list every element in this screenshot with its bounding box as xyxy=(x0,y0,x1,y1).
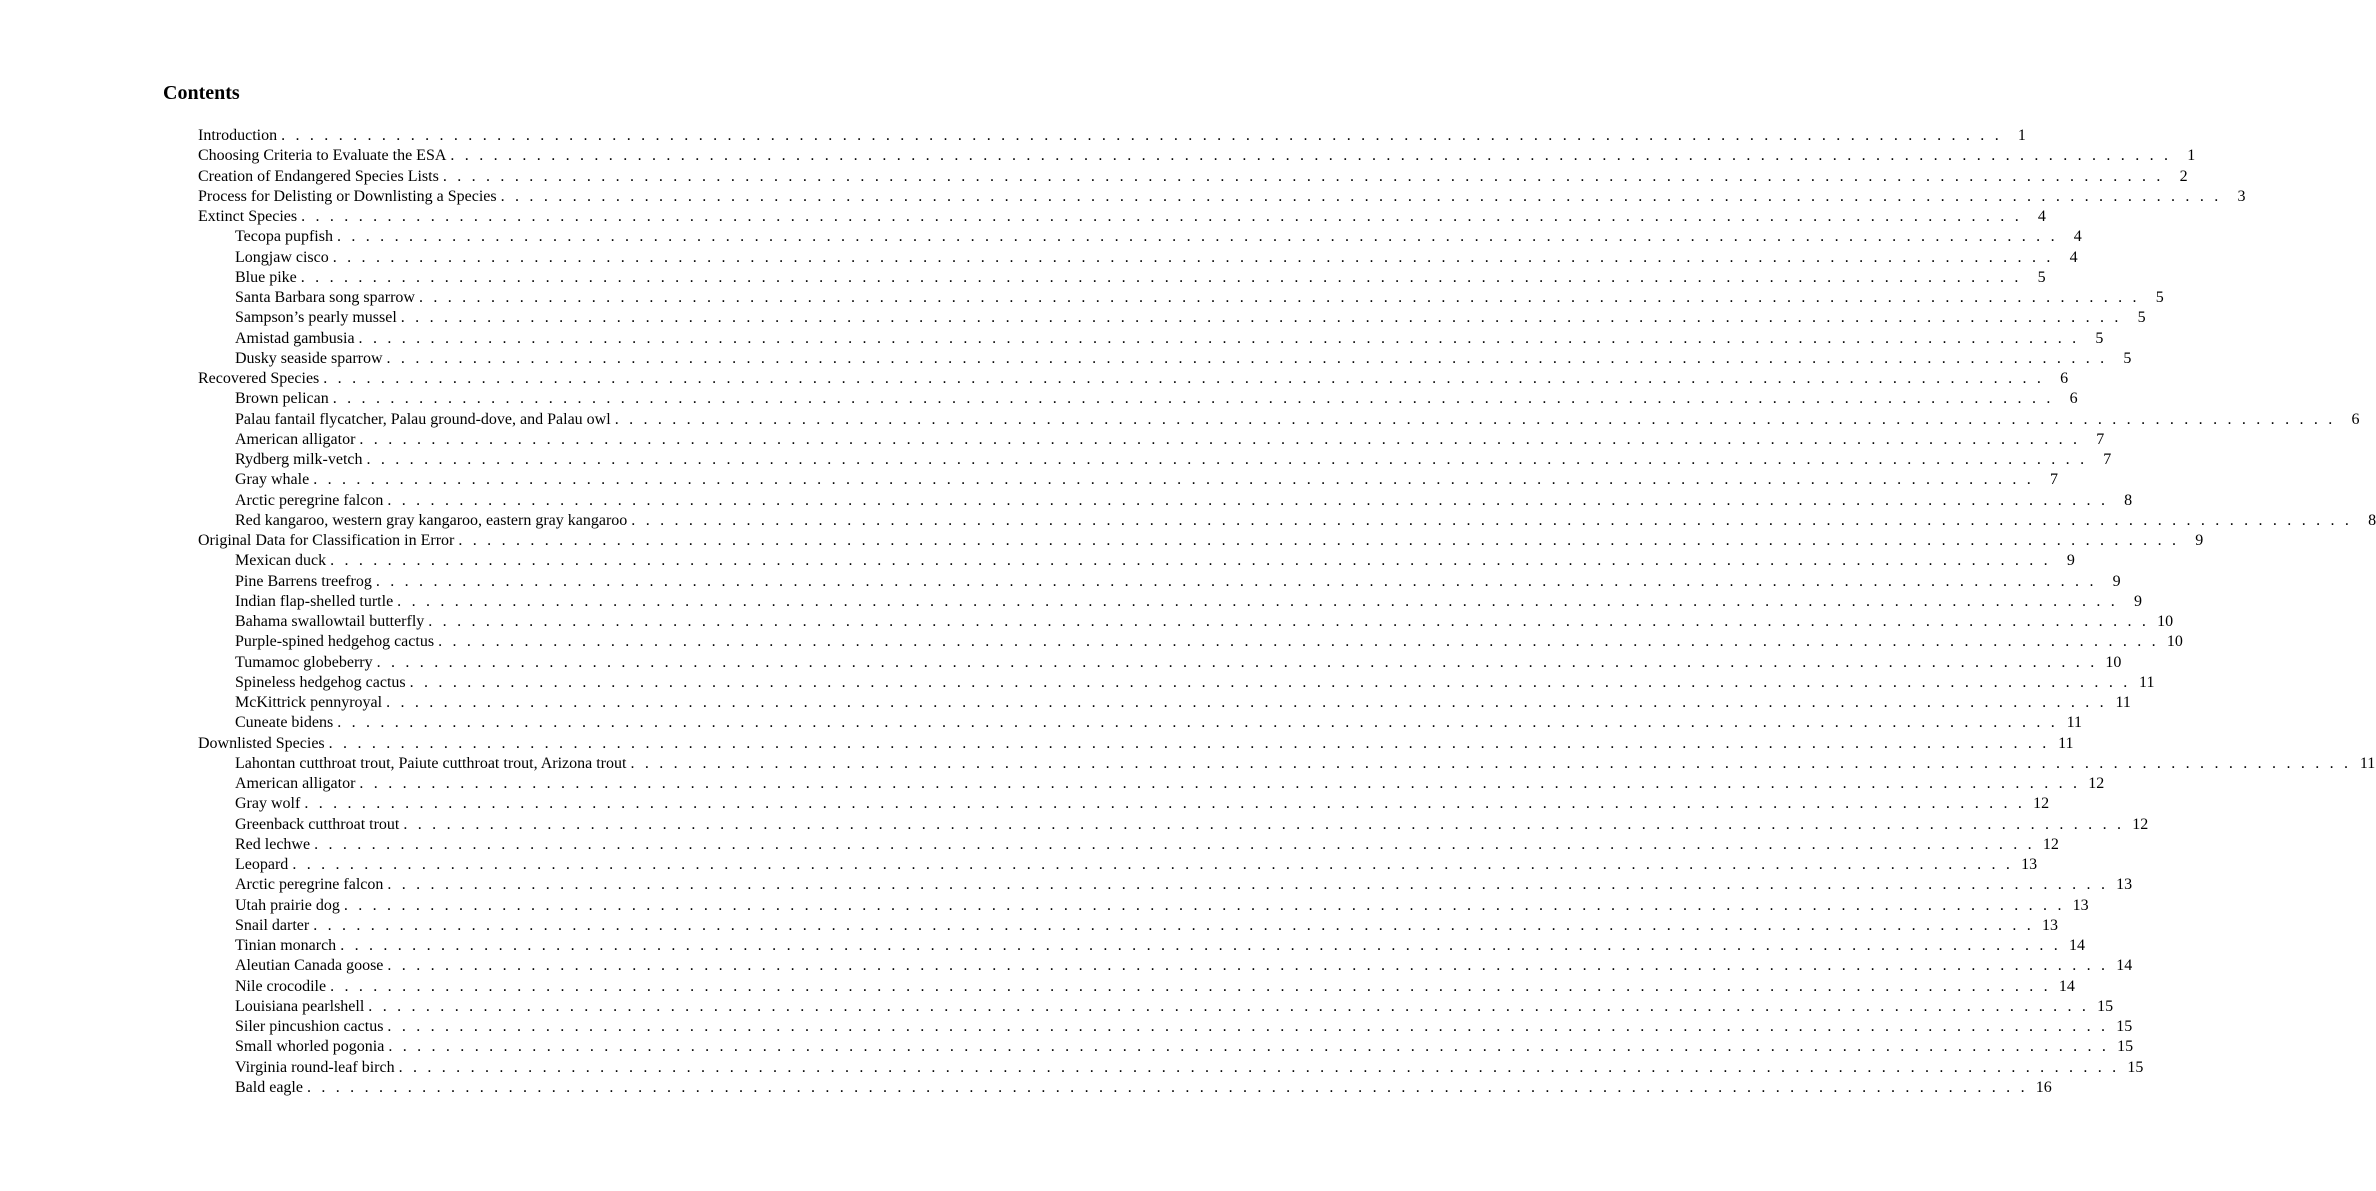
dot-leader: . . . . . . . . . . . . . . . . . . . . . . . . . . . . . . . . . . . . . . . . . . . . . . . . . . . . . . . . . . . . . . . . . . . . . . . . . . . . . . . . . . . . . . . . . . . . . . . . . . . . . . . . . . . . . . . . . . . . . . . . xyxy=(403,815,2125,833)
toc-entry-page-number: 12 xyxy=(2088,775,2105,792)
toc-entry-page-number: 15 xyxy=(2117,1038,2134,1056)
toc-entry-title: Downlisted Species xyxy=(198,734,325,752)
toc-entry-page-number: 13 xyxy=(2072,896,2089,914)
toc-subsection-entry[interactable] xyxy=(198,491,2133,511)
toc-entry-page-number: 11 xyxy=(2359,754,2376,772)
toc-entry-page-number: 14 xyxy=(2116,957,2133,975)
toc-entry-title: Mexican duck xyxy=(235,552,327,570)
toc-entry-title: Santa Barbara song sparrow xyxy=(235,289,415,306)
toc-entry-page-number: 6 xyxy=(2351,410,2360,428)
dot-leader: . . . . . . . . . . . . . . . . . . . . . . . . . . . . . . . . . . . . . . . . . . . . . . . . . . . . . . . . . . . . . . . . . . . . . . . . . . . . . . . . . . . . . . . . . . . . . . . . . . . . . . . . . . . . . . . . . . . . . . . . xyxy=(388,1038,2110,1056)
dot-leader: . . . . . . . . . . . . . . . . . . . . . . . . . . . . . . . . . . . . . . . . . . . . . . . . . . . . . . . . . . . . . . . . . . . . . . . . . . . . . . . . . . . . . . . . . . . . . . . . . . . . . . . . . . . . . . . . . . . . . . . . xyxy=(442,167,2164,185)
toc-entry-page-number: 9 xyxy=(2195,532,2204,549)
toc-entry-page-number: 15 xyxy=(2097,997,2114,1015)
dot-leader: . . . . . . . . . . . . . . . . . . . . . . . . . . . . . . . . . . . . . . . . . . . . . . . . . . . . . . . . . . . . . . . . . . . . . . . . . . . . . . . . . . . . . . . . . . . . . . . . . . . . . . . . . . . . . . . . . . . . . . . . xyxy=(368,997,2090,1015)
dot-leader: . . . . . . . . . . . . . . . . . . . . . . . . . . . . . . . . . . . . . . . . . . . . . . . . . . . . . . . . . . . . . . . . . . . . . . . . . . . . . . . . . . . . . . . . . . . . . . . . . . . . . . . . . . . . . . . . . . . . . . . . xyxy=(366,451,2088,468)
toc-entry-page-number: 16 xyxy=(2035,1078,2052,1096)
dot-leader: . . . . . . . . . . . . . . . . . . . . . . . . . . . . . . . . . . . . . . . . . . . . . . . . . . . . . . . . . . . . . . . . . . . . . . . . . . . . . . . . . . . . . . . . . . . . . . . . . . . . . . . . . . . . . . . . . . . . . . . . xyxy=(292,856,2014,873)
dot-leader: . . . . . . . . . . . . . . . . . . . . . . . . . . . . . . . . . . . . . . . . . . . . . . . . . . . . . . . . . . . . . . . . . . . . . . . . . . . . . . . . . . . . . . . . . . . . . . . . . . . . . . . . . . . . . . . . . . . . . . . . xyxy=(409,673,2131,691)
toc-entry-title: Red lechwe xyxy=(235,835,311,853)
dot-leader: . . . . . . . . . . . . . . . . . . . . . . . . . . . . . . . . . . . . . . . . . . . . . . . . . . . . . . . . . . . . . . . . . . . . . . . . . . . . . . . . . . . . . . . . . . . . . . . . . . . . . . . . . . . . . . . . . . . . . . . . xyxy=(458,532,2180,549)
dot-leader: . . . . . . . . . . . . . . . . . . . . . . . . . . . . . . . . . . . . . . . . . . . . . . . . . . . . . . . . . . . . . . . . . . . . . . . . . . . . . . . . . . . . . . . . . . . . . . . . . . . . . . . . . . . . . . . . . . . . . . . . xyxy=(336,228,2058,246)
toc-section-entry[interactable] xyxy=(198,531,2204,551)
dot-leader: . . . . . . . . . . . . . . . . . . . . . . . . . . . . . . . . . . . . . . . . . . . . . . . . . . . . . . . . . . . . . . . . . . . . . . . . . . . . . . . . . . . . . . . . . . . . . . . . . . . . . . . . . . . . . . . . . . . . . . . . xyxy=(387,876,2109,894)
dot-leader: . . . . . . . . . . . . . . . . . . . . . . . . . . . . . . . . . . . . . . . . . . . . . . . . . . . . . . . . . . . . . . . . . . . . . . . . . . . . . . . . . . . . . . . . . . . . . . . . . . . . . . . . . . . . . . . . . . . . . . . . xyxy=(375,572,2097,590)
dot-leader: . . . . . . . . . . . . . . . . . . . . . . . . . . . . . . . . . . . . . . . . . . . . . . . . . . . . . . . . . . . . . . . . . . . . . . . . . . . . . . . . . . . . . . . . . . . . . . . . . . . . . . . . . . . . . . . . . . . . . . . . xyxy=(306,1078,2028,1096)
dot-leader: . . . . . . . . . . . . . . . . . . . . . . . . . . . . . . . . . . . . . . . . . . . . . . . . . . . . . . . . . . . . . . . . . . . . . . . . . . . . . . . . . . . . . . . . . . . . . . . . . . . . . . . . . . . . . . . . . . . . . . . . xyxy=(359,775,2081,792)
toc-entry-page-number: 13 xyxy=(2116,876,2133,894)
page-title: Contents xyxy=(163,82,240,104)
toc-entry-page-number: 7 xyxy=(2096,430,2105,448)
toc-subsection-entry[interactable] xyxy=(198,572,2121,592)
toc-subsection-entry[interactable] xyxy=(198,653,2122,673)
dot-leader: . . . . . . . . . . . . . . . . . . . . . . . . . . . . . . . . . . . . . . . . . . . . . . . . . . . . . . . . . . . . . . . . . . . . . . . . . . . . . . . . . . . . . . . . . . . . . . . . . . . . . . . . . . . . . . . . . . . . . . . . xyxy=(340,937,2061,954)
toc-subsection-entry[interactable] xyxy=(198,855,2038,875)
toc-entry-title: Indian flap-shelled turtle xyxy=(235,592,394,610)
toc-entry-title: Red kangaroo, western gray kangaroo, eastern gray kangaroo xyxy=(235,511,628,529)
toc-subsection-entry[interactable] xyxy=(198,1017,2133,1037)
toc-entry-title: Gray whale xyxy=(235,471,310,489)
toc-subsection-entry[interactable] xyxy=(198,450,2112,470)
dot-leader: . . . . . . . . . . . . . . . . . . . . . . . . . . . . . . . . . . . . . . . . . . . . . . . . . . . . . . . . . . . . . . . . . . . . . . . . . . . . . . . . . . . . . . . . . . . . . . . . . . . . . . . . . . . . . . . . . . . . . . . . xyxy=(376,653,2098,671)
toc-entry-title: Pine Barrens treefrog xyxy=(235,572,372,590)
toc-subsection-entry[interactable] xyxy=(198,875,2133,895)
toc-entry-title: Utah prairie dog xyxy=(235,896,340,914)
toc-entry-page-number: 4 xyxy=(2069,248,2078,266)
toc-entry-page-number: 6 xyxy=(2060,370,2069,387)
dot-leader: . . . . . . . . . . . . . . . . . . . . . . . . . . . . . . . . . . . . . . . . . . . . . . . . . . . . . . . . . . . . . . . . . . . . . . . . . . . . . . . . . . . . . . . . . . . . . . . . . . . . . . . . . . . . . . . . . . . . . . . . xyxy=(387,1018,2109,1035)
toc-entry-title: Arctic peregrine falcon xyxy=(235,876,384,894)
dot-leader: . . . . . . . . . . . . . . . . . . . . . . . . . . . . . . . . . . . . . . . . . . . . . . . . . . . . . . . . . . . . . . . . . . . . . . . . . . . . . . . . . . . . . . . . . . . . . . . . . . . . . . . . . . . . . . . . . . . . . . . . xyxy=(358,329,2080,347)
toc-entry-title: Dusky seaside sparrow xyxy=(235,349,383,367)
toc-entry-title: Small whorled pogonia xyxy=(235,1038,385,1056)
dot-leader: . . . . . . . . . . . . . . . . . . . . . . . . . . . . . . . . . . . . . . . . . . . . . . . . . . . . . . . . . . . . . . . . . . . . . . . . . . . . . . . . . . . . . . . . . . . . . . . . . . . . . . . . . . . . . . . . . . . . . . . . xyxy=(397,592,2118,610)
toc-entry-page-number: 7 xyxy=(2050,471,2058,489)
toc-subsection-entry[interactable] xyxy=(198,592,2142,612)
toc-entry-page-number: 11 xyxy=(2058,734,2074,752)
toc-section-entry[interactable] xyxy=(198,734,2074,754)
toc-subsection-entry[interactable] xyxy=(198,248,2078,268)
toc-entry-title: McKittrick pennyroyal xyxy=(235,694,383,711)
toc-entry-page-number: 5 xyxy=(2037,268,2046,286)
toc-entry-title: Bald eagle xyxy=(235,1078,303,1096)
dot-leader: . . . . . . . . . . . . . . . . . . . . . . . . . . . . . . . . . . . . . . . . . . . . . . . . . . . . . . . . . . . . . . . . . . . . . . . . . . . . . . . . . . . . . . . . . . . . . . . . . . . . . . . . . . . . . . . . . . . . . . . . xyxy=(400,309,2122,327)
toc-entry-title: Aleutian Canada goose xyxy=(235,957,384,975)
toc-entry-page-number: 9 xyxy=(2133,592,2142,610)
toc-entry-page-number: 9 xyxy=(2066,552,2075,570)
toc-entry-title: Cuneate bidens xyxy=(235,714,334,732)
toc-section-entry[interactable] xyxy=(198,207,2046,227)
table-of-contents xyxy=(198,126,2376,1098)
toc-entry-page-number: 11 xyxy=(2115,694,2131,711)
dot-leader: . . . . . . . . . . . . . . . . . . . . . . . . . . . . . . . . . . . . . . . . . . . . . . . . . . . . . . . . . . . . . . . . . . . . . . . . . . . . . . . . . . . . . . . . . . . . . . . . . . . . . . . . . . . . . . . . . . . . . . . . xyxy=(614,410,2336,428)
toc-entry-title: Original Data for Classification in Error xyxy=(198,532,455,549)
toc-entry-page-number: 7 xyxy=(2103,451,2112,468)
toc-entry-title: Palau fantail flycatcher, Palau ground-dove, and Palau owl xyxy=(235,410,611,428)
toc-section-entry[interactable] xyxy=(198,167,2188,187)
toc-entry-title: Amistad gambusia xyxy=(235,329,355,347)
toc-subsection-entry[interactable] xyxy=(198,754,2376,774)
toc-subsection-entry[interactable] xyxy=(198,673,2155,693)
toc-entry-title: Process for Delisting or Downlisting a Species xyxy=(198,187,497,205)
toc-subsection-entry[interactable] xyxy=(198,389,2078,409)
toc-entry-title: Sampson’s pearly mussel xyxy=(235,309,397,327)
toc-entry-page-number: 12 xyxy=(2042,835,2059,853)
toc-subsection-entry[interactable] xyxy=(198,713,2083,733)
toc-entry-title: American alligator xyxy=(235,430,356,448)
toc-subsection-entry[interactable] xyxy=(198,693,2131,713)
toc-section-entry[interactable] xyxy=(198,146,2196,166)
toc-entry-page-number: 8 xyxy=(2124,491,2133,509)
toc-entry-title: Louisiana pearlshell xyxy=(235,997,365,1015)
dot-leader: . . . . . . . . . . . . . . . . . . . . . . . . . . . . . . . . . . . . . . . . . . . . . . . . . . . . . . . . . . . . . . . . . . . . . . . . . . . . . . . . . . . . . . . . . . . . . . . . . . . . . . . . . . . . . . . . . . . . . . . . xyxy=(313,471,2034,489)
toc-entry-page-number: 8 xyxy=(2368,511,2376,529)
toc-subsection-entry[interactable] xyxy=(198,956,2133,976)
toc-subsection-entry[interactable] xyxy=(198,430,2105,450)
toc-entry-title: American alligator xyxy=(235,775,356,792)
dot-leader: . . . . . . . . . . . . . . . . . . . . . . . . . . . . . . . . . . . . . . . . . . . . . . . . . . . . . . . . . . . . . . . . . . . . . . . . . . . . . . . . . . . . . . . . . . . . . . . . . . . . . . . . . . . . . . . . . . . . . . . . xyxy=(438,633,2159,651)
toc-entry-page-number: 4 xyxy=(2073,228,2082,246)
toc-entry-title: Extinct Species xyxy=(198,208,298,225)
dot-leader: . . . . . . . . . . . . . . . . . . . . . . . . . . . . . . . . . . . . . . . . . . . . . . . . . . . . . . . . . . . . . . . . . . . . . . . . . . . . . . . . . . . . . . . . . . . . . . . . . . . . . . . . . . . . . . . . . . . . . . . . xyxy=(387,957,2109,975)
toc-subsection-entry[interactable] xyxy=(198,410,2360,430)
toc-subsection-entry[interactable] xyxy=(198,227,2082,247)
toc-entry-title: Purple-spined hedgehog cactus xyxy=(235,633,435,651)
toc-entry-page-number: 14 xyxy=(2069,937,2085,954)
toc-entry-page-number: 2 xyxy=(2179,167,2188,185)
dot-leader: . . . . . . . . . . . . . . . . . . . . . . . . . . . . . . . . . . . . . . . . . . . . . . . . . . . . . . . . . . . . . . . . . . . . . . . . . . . . . . . . . . . . . . . . . . . . . . . . . . . . . . . . . . . . . . . . . . . . . . . . xyxy=(630,754,2352,772)
toc-entry-page-number: 10 xyxy=(2157,613,2174,630)
toc-subsection-entry[interactable] xyxy=(198,288,2164,308)
toc-subsection-entry[interactable] xyxy=(198,470,2058,490)
toc-subsection-entry[interactable] xyxy=(198,612,2174,632)
dot-leader: . . . . . . . . . . . . . . . . . . . . . . . . . . . . . . . . . . . . . . . . . . . . . . . . . . . . . . . . . . . . . . . . . . . . . . . . . . . . . . . . . . . . . . . . . . . . . . . . . . . . . . . . . . . . . . . . . . . . . . . . xyxy=(450,147,2172,165)
toc-entry-page-number: 6 xyxy=(2069,390,2078,408)
toc-entry-title: Bahama swallowtail butterfly xyxy=(235,613,425,630)
toc-entry-page-number: 3 xyxy=(2237,187,2246,205)
toc-subsection-entry[interactable] xyxy=(198,977,2075,997)
dot-leader: . . . . . . . . . . . . . . . . . . . . . . . . . . . . . . . . . . . . . . . . . . . . . . . . . . . . . . . . . . . . . . . . . . . . . . . . . . . . . . . . . . . . . . . . . . . . . . . . . . . . . . . . . . . . . . . . . . . . . . . . xyxy=(359,430,2081,448)
toc-entry-title: Gray wolf xyxy=(235,795,301,813)
toc-entry-page-number: 9 xyxy=(2112,572,2121,590)
toc-subsection-entry[interactable] xyxy=(198,997,2114,1017)
toc-subsection-entry[interactable] xyxy=(198,835,2059,855)
toc-subsection-entry[interactable] xyxy=(198,896,2089,916)
toc-entry-title: Leopard xyxy=(235,856,289,873)
dot-leader: . . . . . . . . . . . . . . . . . . . . . . . . . . . . . . . . . . . . . . . . . . . . . . . . . . . . . . . . . . . . . . . . . . . . . . . . . . . . . . . . . . . . . . . . . . . . . . . . . . . . . . . . . . . . . . . . . . . . . . . . xyxy=(330,552,2051,570)
toc-entry-page-number: 13 xyxy=(2021,856,2038,873)
dot-leader: . . . . . . . . . . . . . . . . . . . . . . . . . . . . . . . . . . . . . . . . . . . . . . . . . . . . . . . . . . . . . . . . . . . . . . . . . . . . . . . . . . . . . . . . . . . . . . . . . . . . . . . . . . . . . . . . . . . . . . . . xyxy=(428,613,2150,630)
toc-entry-page-number: 10 xyxy=(2105,653,2122,671)
toc-entry-page-number: 15 xyxy=(2127,1058,2144,1076)
dot-leader: . . . . . . . . . . . . . . . . . . . . . . . . . . . . . . . . . . . . . . . . . . . . . . . . . . . . . . . . . . . . . . . . . . . . . . . . . . . . . . . . . . . . . . . . . . . . . . . . . . . . . . . . . . . . . . . . . . . . . . . . xyxy=(387,491,2109,509)
toc-entry-title: Longjaw cisco xyxy=(235,248,329,266)
toc-subsection-entry[interactable] xyxy=(198,632,2183,652)
dot-leader: . . . . . . . . . . . . . . . . . . . . . . . . . . . . . . . . . . . . . . . . . . . . . . . . . . . . . . . . . . . . . . . . . . . . . . . . . . . . . . . . . . . . . . . . . . . . . . . . . . . . . . . . . . . . . . . . . . . . . . . . xyxy=(330,977,2051,995)
toc-entry-title: Tumamoc globeberry xyxy=(235,653,373,671)
toc-entry-page-number: 4 xyxy=(2037,208,2046,225)
toc-subsection-entry[interactable] xyxy=(198,329,2104,349)
toc-entry-page-number: 5 xyxy=(2155,289,2164,306)
toc-entry-title: Spineless hedgehog cactus xyxy=(235,673,406,691)
toc-entry-title: Blue pike xyxy=(235,268,297,286)
toc-entry-page-number: 11 xyxy=(2139,673,2155,691)
dot-leader: . . . . . . . . . . . . . . . . . . . . . . . . . . . . . . . . . . . . . . . . . . . . . . . . . . . . . . . . . . . . . . . . . . . . . . . . . . . . . . . . . . . . . . . . . . . . . . . . . . . . . . . . . . . . . . . . . . . . . . . . xyxy=(332,390,2054,408)
toc-subsection-entry[interactable] xyxy=(198,551,2075,571)
toc-entry-page-number: 11 xyxy=(2066,714,2083,732)
dot-leader: . . . . . . . . . . . . . . . . . . . . . . . . . . . . . . . . . . . . . . . . . . . . . . . . . . . . . . . . . . . . . . . . . . . . . . . . . . . . . . . . . . . . . . . . . . . . . . . . . . . . . . . . . . . . . . . . . . . . . . . . xyxy=(418,289,2140,306)
dot-leader: . . . . . . . . . . . . . . . . . . . . . . . . . . . . . . . . . . . . . . . . . . . . . . . . . . . . . . . . . . . . . . . . . . . . . . . . . . . . . . . . . . . . . . . . . . . . . . . . . . . . . . . . . . . . . . . . . . . . . . . . xyxy=(281,127,2002,144)
toc-entry-title: Arctic peregrine falcon xyxy=(235,491,384,509)
toc-entry-title: Recovered Species xyxy=(198,370,320,387)
dot-leader: . . . . . . . . . . . . . . . . . . . . . . . . . . . . . . . . . . . . . . . . . . . . . . . . . . . . . . . . . . . . . . . . . . . . . . . . . . . . . . . . . . . . . . . . . . . . . . . . . . . . . . . . . . . . . . . . . . . . . . . . xyxy=(323,370,2045,387)
toc-subsection-entry[interactable] xyxy=(198,349,2132,369)
toc-entry-page-number: 5 xyxy=(2123,349,2132,367)
toc-entry-page-number: 1 xyxy=(2017,127,2026,144)
toc-entry-page-number: 5 xyxy=(2095,329,2104,347)
toc-section-entry[interactable] xyxy=(198,369,2069,389)
dot-leader: . . . . . . . . . . . . . . . . . . . . . . . . . . . . . . . . . . . . . . . . . . . . . . . . . . . . . . . . . . . . . . . . . . . . . . . . . . . . . . . . . . . . . . . . . . . . . . . . . . . . . . . . . . . . . . . . . . . . . . . . xyxy=(386,694,2107,711)
toc-entry-title: Tinian monarch xyxy=(235,937,337,954)
toc-entry-page-number: 10 xyxy=(2166,633,2183,651)
toc-section-entry[interactable] xyxy=(198,187,2246,207)
toc-entry-title: Snail darter xyxy=(235,916,310,934)
toc-entry-title: Choosing Criteria to Evaluate the ESA xyxy=(198,147,447,165)
dot-leader: . . . . . . . . . . . . . . . . . . . . . . . . . . . . . . . . . . . . . . . . . . . . . . . . . . . . . . . . . . . . . . . . . . . . . . . . . . . . . . . . . . . . . . . . . . . . . . . . . . . . . . . . . . . . . . . . . . . . . . . . xyxy=(398,1058,2120,1076)
toc-entry-title: Lahontan cutthroat trout, Paiute cutthroat trout, Arizona trout xyxy=(235,754,627,772)
dot-leader: . . . . . . . . . . . . . . . . . . . . . . . . . . . . . . . . . . . . . . . . . . . . . . . . . . . . . . . . . . . . . . . . . . . . . . . . . . . . . . . . . . . . . . . . . . . . . . . . . . . . . . . . . . . . . . . . . . . . . . . . xyxy=(314,835,2035,853)
toc-subsection-entry[interactable] xyxy=(198,815,2149,835)
toc-entry-page-number: 13 xyxy=(2042,916,2059,934)
toc-entry-title: Siler pincushion cactus xyxy=(235,1018,384,1035)
toc-subsection-entry[interactable] xyxy=(198,936,2085,956)
toc-entry-title: Introduction xyxy=(198,127,278,144)
toc-subsection-entry[interactable] xyxy=(198,268,2046,288)
toc-entry-page-number: 12 xyxy=(2132,815,2149,833)
toc-subsection-entry[interactable] xyxy=(198,794,2050,814)
toc-section-entry[interactable] xyxy=(198,126,2026,146)
dot-leader: . . . . . . . . . . . . . . . . . . . . . . . . . . . . . . . . . . . . . . . . . . . . . . . . . . . . . . . . . . . . . . . . . . . . . . . . . . . . . . . . . . . . . . . . . . . . . . . . . . . . . . . . . . . . . . . . . . . . . . . . xyxy=(500,187,2222,205)
toc-subsection-entry[interactable] xyxy=(198,916,2059,936)
toc-subsection-entry[interactable] xyxy=(198,308,2146,328)
dot-leader: . . . . . . . . . . . . . . . . . . . . . . . . . . . . . . . . . . . . . . . . . . . . . . . . . . . . . . . . . . . . . . . . . . . . . . . . . . . . . . . . . . . . . . . . . . . . . . . . . . . . . . . . . . . . . . . . . . . . . . . . xyxy=(313,916,2035,934)
toc-entry-page-number: 1 xyxy=(2187,147,2196,165)
dot-leader: . . . . . . . . . . . . . . . . . . . . . . . . . . . . . . . . . . . . . . . . . . . . . . . . . . . . . . . . . . . . . . . . . . . . . . . . . . . . . . . . . . . . . . . . . . . . . . . . . . . . . . . . . . . . . . . . . . . . . . . . xyxy=(301,208,2022,225)
toc-entry-page-number: 12 xyxy=(2033,795,2050,813)
toc-entry-page-number: 14 xyxy=(2058,977,2075,995)
dot-leader: . . . . . . . . . . . . . . . . . . . . . . . . . . . . . . . . . . . . . . . . . . . . . . . . . . . . . . . . . . . . . . . . . . . . . . . . . . . . . . . . . . . . . . . . . . . . . . . . . . . . . . . . . . . . . . . . . . . . . . . . xyxy=(304,795,2026,813)
toc-entry-page-number: 15 xyxy=(2116,1018,2133,1035)
toc-subsection-entry[interactable] xyxy=(198,511,2376,531)
toc-entry-page-number: 5 xyxy=(2137,309,2146,327)
toc-subsection-entry[interactable] xyxy=(198,774,2105,794)
toc-subsection-entry[interactable] xyxy=(198,1037,2134,1057)
toc-subsection-entry[interactable] xyxy=(198,1058,2144,1078)
toc-entry-title: Brown pelican xyxy=(235,390,329,408)
toc-subsection-entry[interactable] xyxy=(198,1078,2052,1098)
dot-leader: . . . . . . . . . . . . . . . . . . . . . . . . . . . . . . . . . . . . . . . . . . . . . . . . . . . . . . . . . . . . . . . . . . . . . . . . . . . . . . . . . . . . . . . . . . . . . . . . . . . . . . . . . . . . . . . . . . . . . . . . xyxy=(386,349,2108,367)
toc-entry-title: Nile crocodile xyxy=(235,977,327,995)
toc-entry-title: Creation of Endangered Species Lists xyxy=(198,167,439,185)
dot-leader: . . . . . . . . . . . . . . . . . . . . . . . . . . . . . . . . . . . . . . . . . . . . . . . . . . . . . . . . . . . . . . . . . . . . . . . . . . . . . . . . . . . . . . . . . . . . . . . . . . . . . . . . . . . . . . . . . . . . . . . . xyxy=(300,268,2022,286)
toc-entry-title: Tecopa pupfish xyxy=(235,228,333,246)
toc-entry-title: Greenback cutthroat trout xyxy=(235,815,400,833)
dot-leader: . . . . . . . . . . . . . . . . . . . . . . . . . . . . . . . . . . . . . . . . . . . . . . . . . . . . . . . . . . . . . . . . . . . . . . . . . . . . . . . . . . . . . . . . . . . . . . . . . . . . . . . . . . . . . . . . . . . . . . . . xyxy=(631,511,2353,529)
dot-leader: . . . . . . . . . . . . . . . . . . . . . . . . . . . . . . . . . . . . . . . . . . . . . . . . . . . . . . . . . . . . . . . . . . . . . . . . . . . . . . . . . . . . . . . . . . . . . . . . . . . . . . . . . . . . . . . . . . . . . . . . xyxy=(332,248,2054,266)
toc-entry-title: Rydberg milk-vetch xyxy=(235,451,363,468)
dot-leader: . . . . . . . . . . . . . . . . . . . . . . . . . . . . . . . . . . . . . . . . . . . . . . . . . . . . . . . . . . . . . . . . . . . . . . . . . . . . . . . . . . . . . . . . . . . . . . . . . . . . . . . . . . . . . . . . . . . . . . . . xyxy=(337,714,2059,732)
dot-leader: . . . . . . . . . . . . . . . . . . . . . . . . . . . . . . . . . . . . . . . . . . . . . . . . . . . . . . . . . . . . . . . . . . . . . . . . . . . . . . . . . . . . . . . . . . . . . . . . . . . . . . . . . . . . . . . . . . . . . . . . xyxy=(328,734,2050,752)
toc-entry-title: Virginia round-leaf birch xyxy=(235,1058,395,1076)
dot-leader: . . . . . . . . . . . . . . . . . . . . . . . . . . . . . . . . . . . . . . . . . . . . . . . . . . . . . . . . . . . . . . . . . . . . . . . . . . . . . . . . . . . . . . . . . . . . . . . . . . . . . . . . . . . . . . . . . . . . . . . . xyxy=(343,896,2065,914)
